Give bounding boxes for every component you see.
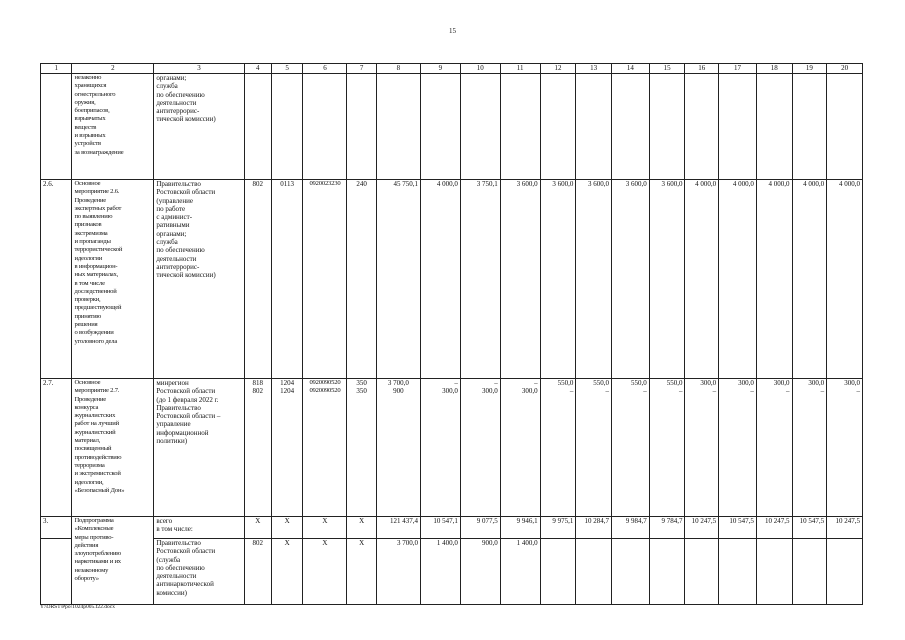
amount-total: 45 750,1 bbox=[376, 180, 420, 379]
amount-year: 9 946,1 bbox=[500, 517, 540, 539]
amount-year: 3 600,0 bbox=[612, 180, 650, 379]
header-cell: 20 bbox=[827, 64, 863, 74]
header-cell: 13 bbox=[576, 64, 612, 74]
expense-type-code: Х bbox=[347, 539, 376, 605]
amount-year: 900,0 bbox=[460, 539, 500, 605]
footer-file-path: Y:\ORST\Ppo\1024p005.f22.docx bbox=[40, 604, 115, 610]
header-cell: 9 bbox=[420, 64, 460, 74]
expense-type-code: Х bbox=[347, 517, 376, 539]
amount-year: 3 600,0 bbox=[576, 180, 612, 379]
amount-total: 3 700,0 bbox=[376, 539, 420, 605]
header-cell: 19 bbox=[792, 64, 827, 74]
amount-year: 9 077,5 bbox=[460, 517, 500, 539]
header-cell: 16 bbox=[685, 64, 719, 74]
amount-year: 3 600,0 bbox=[540, 180, 576, 379]
header-cell: 10 bbox=[460, 64, 500, 74]
header-cell: 2 bbox=[72, 64, 154, 74]
section-code: 0113 bbox=[271, 180, 302, 379]
target-article-code: Х bbox=[303, 539, 347, 605]
amount-year: – 300,0 bbox=[420, 379, 460, 517]
amount-year: – 300,0 bbox=[460, 379, 500, 517]
table-row-continued bbox=[41, 74, 863, 180]
amount-year: 10 284,7 bbox=[576, 517, 612, 539]
amount-year: 300,0 – bbox=[719, 379, 757, 517]
target-article-code: Х bbox=[303, 517, 347, 539]
header-cell: 12 bbox=[540, 64, 576, 74]
amount-year: 4 000,0 bbox=[827, 180, 863, 379]
amount-year: 4 000,0 bbox=[685, 180, 719, 379]
header-cell: 15 bbox=[649, 64, 685, 74]
amount-year: 10 547,5 bbox=[792, 517, 827, 539]
amount-total: 121 437,4 bbox=[376, 517, 420, 539]
amount-year: 4 000,0 bbox=[792, 180, 827, 379]
amount-year: 4 000,0 bbox=[719, 180, 757, 379]
page-number: 15 bbox=[449, 27, 456, 35]
amount-year: 550,0 – bbox=[576, 379, 612, 517]
grbs-code: Х bbox=[244, 517, 271, 539]
header-cell: 3 bbox=[154, 64, 244, 74]
header-cell: 14 bbox=[612, 64, 650, 74]
executor-cell: Правительство Ростовской области (управление по работе с админист- ративными органами; служба по обеспечению деятельности антитеррорис- тической комиссии) bbox=[154, 180, 244, 379]
budget-table bbox=[40, 63, 863, 605]
target-article-code: 0920090520 0920090520 bbox=[303, 379, 347, 517]
amount-year: 3 600,0 bbox=[649, 180, 685, 379]
header-cell: 18 bbox=[756, 64, 792, 74]
header-cell: 7 bbox=[347, 64, 376, 74]
row-number: 2.6. bbox=[41, 180, 72, 379]
header-cell: 5 bbox=[271, 64, 302, 74]
amount-total: 3 700,0 900 bbox=[376, 379, 420, 517]
amount-year: 3 750,1 bbox=[460, 180, 500, 379]
executor-cell: минрегион Ростовской области (до 1 февраля 2022 г. Правительство Ростовской области – управление информационной политики) bbox=[154, 379, 244, 517]
table-row-3-executor bbox=[41, 539, 863, 605]
column-number-row bbox=[41, 64, 863, 74]
amount-year: 9 784,7 bbox=[649, 517, 685, 539]
row-number: 3. bbox=[41, 517, 72, 539]
executor-cell: органами; служба по обеспечению деятельности антитеррорис- тической комиссии) bbox=[154, 74, 244, 180]
executor-cell: всего в том числе: bbox=[154, 517, 244, 539]
expense-type-code: 240 bbox=[347, 180, 376, 379]
amount-year: 300,0 – bbox=[827, 379, 863, 517]
table-row-3 bbox=[41, 517, 863, 539]
section-code: Х bbox=[271, 517, 302, 539]
activity-name: Основное мероприятие 2.6. Проведение экспертных работ по выявлению признаков экстремизма и пропаганды террористической идеологии в информацион- ных материалах, в том числе доследственной проверки, предшествующей принятию решения о возбуждении уголовного дела bbox=[72, 180, 154, 379]
amount-year: 4 000,0 bbox=[756, 180, 792, 379]
amount-year: 300,0 – bbox=[792, 379, 827, 517]
activity-name: Основное мероприятие 2.7. Проведение конкурса журналистских работ на лучший журналистский материал, посвященный противодействию терроризма и экстремистской идеологии, «Безопасный Дон» bbox=[72, 379, 154, 517]
header-cell: 1 bbox=[41, 64, 72, 74]
header-cell: 4 bbox=[244, 64, 271, 74]
amount-year: 9 975,1 bbox=[540, 517, 576, 539]
grbs-code: 802 bbox=[244, 180, 271, 379]
amount-year: 300,0 – bbox=[685, 379, 719, 517]
executor-cell: Правительство Ростовской области (служба по обеспечению деятельности антинаркотической комиссии) bbox=[154, 539, 244, 605]
header-cell: 11 bbox=[500, 64, 540, 74]
amount-year: 550,0 – bbox=[649, 379, 685, 517]
grbs-code: 802 bbox=[244, 539, 271, 605]
amount-year: 1 400,0 bbox=[500, 539, 540, 605]
expense-type-code: 350 350 bbox=[347, 379, 376, 517]
subprogram-name: Подпрограмма «Комплексные меры противо- действия злоупотреблению наркотиками и их незаконному обороту» bbox=[72, 517, 154, 605]
table-row-2-7 bbox=[41, 379, 863, 517]
amount-year: 3 600,0 bbox=[500, 180, 540, 379]
row-number: 2.7. bbox=[41, 379, 72, 517]
amount-year: 550,0 – bbox=[540, 379, 576, 517]
header-cell: 6 bbox=[303, 64, 347, 74]
amount-year: 550,0 – bbox=[612, 379, 650, 517]
header-cell: 8 bbox=[376, 64, 420, 74]
section-code: 1204 1204 bbox=[271, 379, 302, 517]
amount-year: 10 247,5 bbox=[685, 517, 719, 539]
amount-year: 10 247,5 bbox=[827, 517, 863, 539]
amount-year: 1 400,0 bbox=[420, 539, 460, 605]
amount-year: 300,0 – bbox=[756, 379, 792, 517]
amount-year: 4 000,0 bbox=[420, 180, 460, 379]
table-row-2-6 bbox=[41, 180, 863, 379]
target-article-code: 0920023230 bbox=[303, 180, 347, 379]
amount-year: – 300,0 bbox=[500, 379, 540, 517]
amount-year: 10 547,1 bbox=[420, 517, 460, 539]
grbs-code: 818 802 bbox=[244, 379, 271, 517]
amount-year: 10 547,5 bbox=[719, 517, 757, 539]
amount-year: 10 247,5 bbox=[756, 517, 792, 539]
activity-name: незаконно хранящихся огнестрельного оружия, боеприпасов, взрывчатых веществ и взрывных устройств за вознаграждение bbox=[72, 74, 154, 180]
amount-year: 9 984,7 bbox=[612, 517, 650, 539]
header-cell: 17 bbox=[719, 64, 757, 74]
section-code: Х bbox=[271, 539, 302, 605]
